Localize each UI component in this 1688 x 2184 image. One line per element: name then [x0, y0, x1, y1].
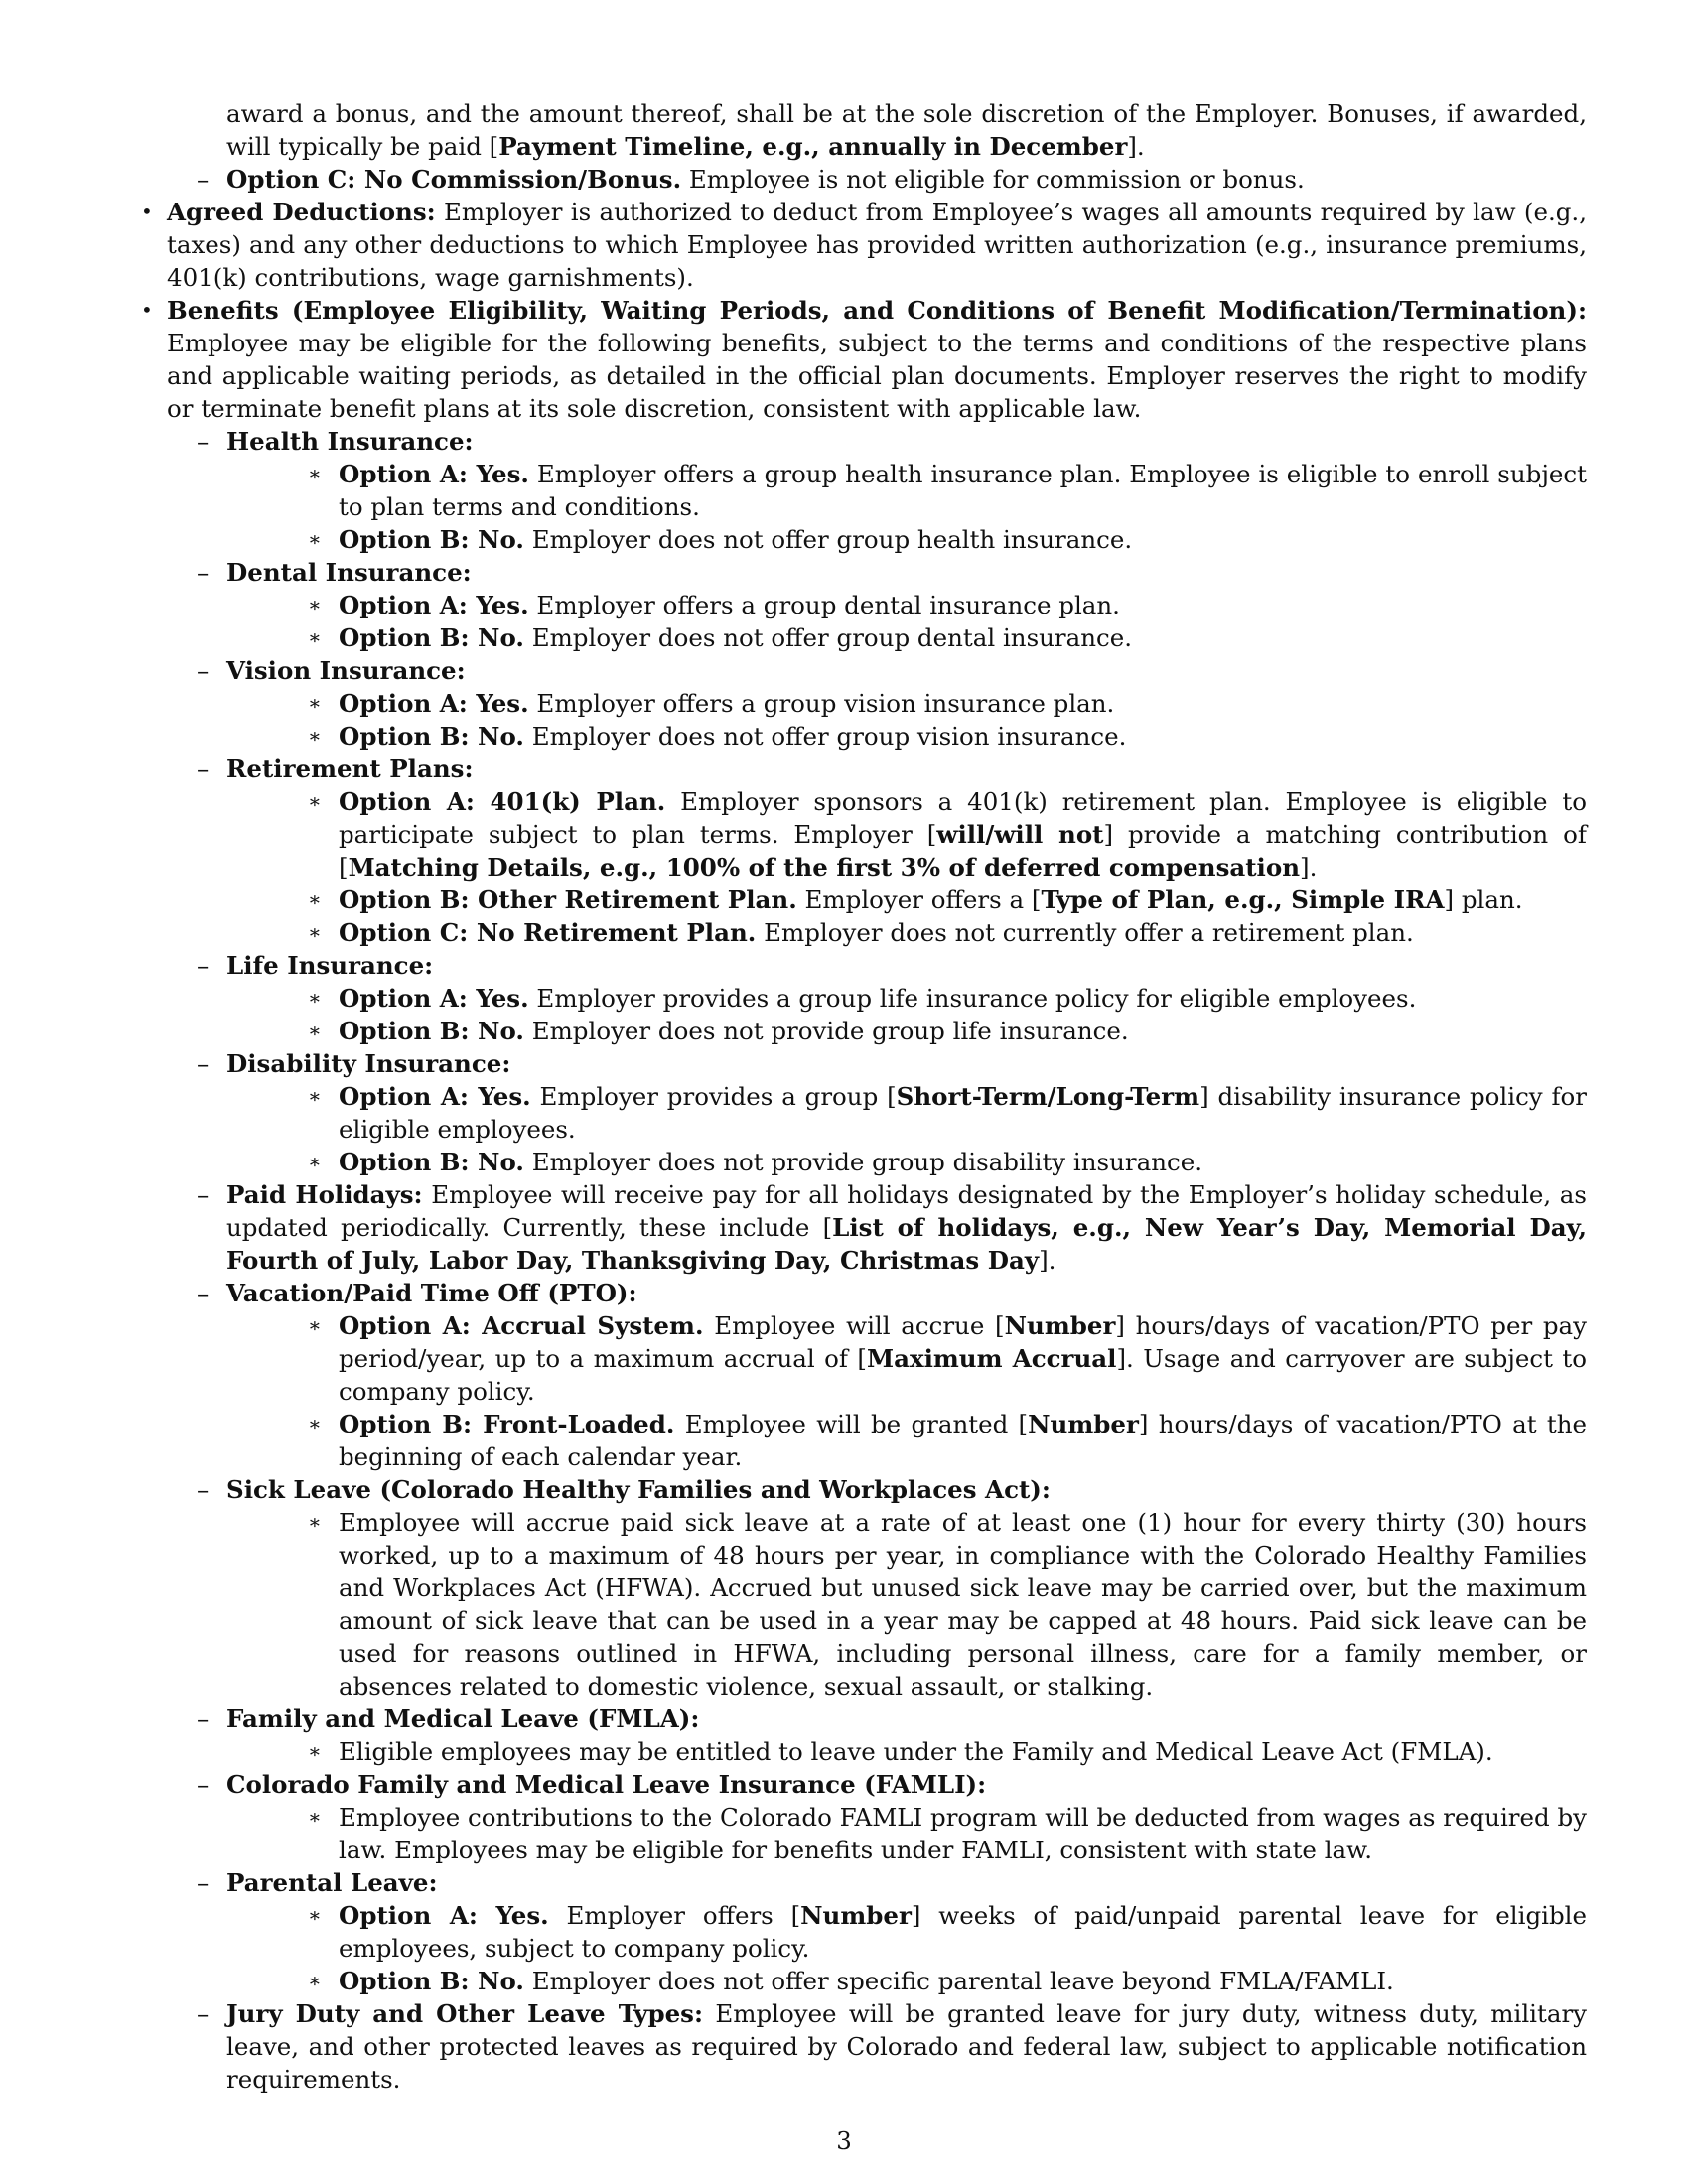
list-item: ∗ Option B: Front-Loaded. Employee will be granted [Number] hours/days of vacation/PTO at the beginning of each calendar year.	[308, 1410, 1587, 1471]
page-content	[141, 97, 1588, 2096]
list-item: ∗ Option B: No. Employer does not offer group vision insurance.	[308, 722, 1127, 751]
benefits-item: • Benefits (Employee Eligibility, Waiting Periods, and Conditions of Benefit Modification/Termination): Employee may be eligible for the following benefits, subject to the terms and conditions of the respective plans and applicable waiting periods, as detailed in the official plan documents. Employer reserves the right to modify or terminate benefit plans at its sole discretion, consistent with applicable law. – Health Insurance: ∗ Option A: Yes. Employer offers a group health insurance plan. Employee is eligible to enroll subject to plan terms and conditions. ∗ Option B: No. Employer does not offer group health insurance. – Dental Insurance: ∗ Option A: Yes. Employer offers a group dental insurance plan. ∗ Option B: No. Employer does not offer group dental insurance. – Vision Insurance: ∗ Option A: Yes. Employer offers a group vision insurance plan. ∗ Option B: No. Employer does not offer group vision insurance. – Retirement Plans: ∗ Option A: 401(k) Plan. Employer sponsors a 401(k) retirement plan. Employee is eligible to participate subject to plan terms. Employer [will/will not] provide a matching contribution of [Matching Details, e.g., 100% of the first 3% of deferred compensation]. ∗ Option B: Other Retirement Plan. Employer offers a [Type of Plan, e.g., Simple IRA] plan. ∗ Option C: No Retirement Plan. Employer does not currently offer a retirement plan. – Life Insurance: ∗ Option A: Yes. Employer provides a group life insurance policy for eligible employees. ∗ Option B: No. Employer does not provide group life insurance. – Disability Insurance: ∗ Option A: Yes. Employer provides a group [Short-Term/Long-Term] disability insurance policy for eligible employees. ∗ Option B: No. Employer does not provide group disability insurance. – Paid Holidays: Employee will receive pay for all holidays designated by the Employer’s holiday schedule, as updated periodically. Currently, these include [List of holidays, e.g., New Year’s Day, Memorial Day, Fourth of July, Labor Day, Thanksgiving Day, Christmas Day]. – Vacation/Paid Time Off (PTO): ∗ Option A: Accrual System. Employee will accrue [Number] hours/days of vacation/PTO per pay period/year, up to a maximum accrual of [Maximum Accrual]. Usage and carryover are subject to company policy. ∗ Option B: Front-Loaded. Employee will be granted [Number] hours/days of vacation/PTO at the beginning of each calendar year. – Sick Leave (Colorado Healthy Families and Workplaces Act): ∗ Employee will accrue paid sick leave at a rate of at least one (1) hour for every thirty (30) hours worked, up to a maximum of 48 hours per year, in compliance with the Colorado Healthy Families and Workplaces Act (HFWA). Accrued but unused sick leave may be carried over, but the maximum amount of sick leave that can be used in a year may be capped at 48 hours. Paid sick leave can be used for reasons outlined in HFWA, including personal illness, care for a family member, or absences related to domestic violence, sexual assault, or stalking. – Family and Medical Leave (FMLA): ∗ Eligible employees may be entitled to leave under the Family and Medical Leave Act (FMLA). – Colorado Family and Medical Leave Insurance (FAMLI): ∗ Employee contributions to the Colorado FAMLI program will be deducted from wages as required by law. Employees may be eligible for benefits under FAMLI, consistent with state law. – Parental Leave: ∗ Option A: Yes. Employer offers [Number] weeks of paid/unpaid parental leave for eligible employees, subject to company policy. ∗ Option B: No. Employer does not offer specific parental leave beyond FMLA/FAMLI. – Jury Duty and Other Leave Types: Employee will be granted leave for jury duty, witness duty, military leave, and other protected leaves as required by Colorado and federal law, subject to applicable notification requirements.	[141, 296, 1588, 2094]
list-item: ∗ Employee contributions to the Colorado FAMLI program will be deducted from wages as required by law. Employees may be eligible for benefits under FAMLI, consistent with state law.	[308, 1803, 1587, 1864]
retirement-plans-item: – Retirement Plans: ∗ Option A: 401(k) Plan. Employer sponsors a 401(k) retirement plan. Employee is eligible to participate subject to plan terms. Employer [will/will not] provide a matching contribution of [Matching Details, e.g., 100% of the first 3% of deferred compensation]. ∗ Option B: Other Retirement Plan. Employer offers a [Type of Plan, e.g., Simple IRA] plan. ∗ Option C: No Retirement Plan. Employer does not currently offer a retirement plan.	[197, 754, 1587, 947]
list-item: ∗ Option A: 401(k) Plan. Employer sponsors a 401(k) retirement plan. Employee is eligible to participate subject to plan terms. Employer [will/will not] provide a matching contribution of [Matching Details, e.g., 100% of the first 3% of deferred compensation].	[308, 787, 1587, 882]
list-item: ∗ Employee will accrue paid sick leave at a rate of at least one (1) hour for every thirty (30) hours worked, up to a maximum of 48 hours per year, in compliance with the Colorado Healthy Families and Workplaces Act (HFWA). Accrued but unused sick leave may be carried over, but the maximum amount of sick leave that can be used in a year may be capped at 48 hours. Paid sick leave can be used for reasons outlined in HFWA, including personal illness, care for a family member, or absences related to domestic violence, sexual assault, or stalking.	[308, 1508, 1587, 1701]
life-insurance-item: – Life Insurance: ∗ Option A: Yes. Employer provides a group life insurance policy for eligible employees. ∗ Option B: No. Employer does not provide group life insurance.	[167, 949, 1587, 1047]
benefits-list	[167, 425, 1587, 2096]
sick-leave-item: – Sick Leave (Colorado Healthy Families and Workplaces Act): ∗ Employee will accrue paid sick leave at a rate of at least one (1) hour for every thirty (30) hours worked, up to a maximum of 48 hours per year, in compliance with the Colorado Healthy Families and Workplaces Act (HFWA). Accrued but unused sick leave may be carried over, but the maximum amount of sick leave that can be used in a year may be capped at 48 hours. Paid sick leave can be used for reasons outlined in HFWA, including personal illness, care for a family member, or absences related to domestic violence, sexual assault, or stalking.	[197, 1475, 1587, 1701]
vision-insurance-item: – Vision Insurance: ∗ Option A: Yes. Employer offers a group vision insurance plan. ∗ Option B: No. Employer does not offer group vision insurance.	[167, 654, 1587, 752]
list-item: ∗ Option A: Accrual System. Employee will accrue [Number] hours/days of vacation/PTO per pay period/year, up to a maximum accrual of [Maximum Accrual]. Usage and carryover are subject to company policy.	[308, 1311, 1588, 1406]
list-item: ∗ Option B: No. Employer does not offer group health insurance.	[308, 525, 1133, 554]
famli-item: – Colorado Family and Medical Leave Insurance (FAMLI): ∗ Employee contributions to the Colorado FAMLI program will be deducted from wages as required by law. Employees may be eligible for benefits under FAMLI, consistent with state law.	[197, 1770, 1587, 1864]
main-bullet-list	[141, 196, 1588, 2096]
list-item: ∗ Option A: Yes. Employer offers [Number] weeks of paid/unpaid parental leave for eligible employees, subject to company policy.	[308, 1901, 1587, 1963]
agreed-deductions-item: • Agreed Deductions: Employer is authorized to deduct from Employee’s wages all amounts required by law (e.g., taxes) and any other deductions to which Employee has provided written authorization (e.g., insurance premiums, 401(k) contributions, wage garnishments).	[141, 198, 1587, 292]
list-item: ∗ Option B: Other Retirement Plan. Employer offers a [Type of Plan, e.g., Simple IRA] plan.	[308, 886, 1523, 914]
list-item: ∗ Option A: Yes. Employer offers a group dental insurance plan.	[308, 591, 1120, 619]
list-item: ∗ Option A: Yes. Employer provides a group [Short-Term/Long-Term] disability insurance policy for eligible employees.	[308, 1082, 1587, 1144]
list-item: ∗ Option B: No. Employer does not provide group life insurance.	[308, 1017, 1129, 1045]
list-item: ∗ Option A: Yes. Employer offers a group vision insurance plan.	[308, 689, 1115, 718]
dental-insurance-item: – Dental Insurance: ∗ Option A: Yes. Employer offers a group dental insurance plan. ∗ Option B: No. Employer does not offer group dental insurance.	[167, 556, 1587, 654]
list-item: ∗ Option B: No. Employer does not offer group dental insurance.	[308, 623, 1133, 652]
option-c-no-commission: – Option C: No Commission/Bonus. Employee is not eligible for commission or bonus.	[197, 165, 1305, 194]
list-item: ∗ Option B: No. Employer does not provide group disability insurance.	[308, 1148, 1202, 1176]
parental-leave-item: – Parental Leave: ∗ Option A: Yes. Employer offers [Number] weeks of paid/unpaid parental leave for eligible employees, subject to company policy. ∗ Option B: No. Employer does not offer specific parental leave beyond FMLA/FAMLI.	[197, 1868, 1587, 1995]
bonus-continuation: award a bonus, and the amount thereof, shall be at the sole discretion of the Employer. Bonuses, if awarded, will typically be paid [Payment Timeline, e.g., annually in December].	[226, 99, 1587, 161]
list-item: ∗ Option A: Yes. Employer offers a group health insurance plan. Employee is eligible to enroll subject to plan terms and conditions.	[308, 460, 1587, 521]
list-item: ∗ Eligible employees may be entitled to leave under the Family and Medical Leave Act (FMLA).	[308, 1737, 1493, 1766]
paid-holidays-item: – Paid Holidays: Employee will receive pay for all holidays designated by the Employer’s holiday schedule, as updated periodically. Currently, these include [List of holidays, e.g., New Year’s Day, Memorial Day, Fourth of July, Labor Day, Thanksgiving Day, Christmas Day].	[197, 1180, 1587, 1275]
list-item: ∗ Option A: Yes. Employer provides a group life insurance policy for eligible employees.	[308, 984, 1417, 1013]
bonus-options-list	[167, 163, 1587, 196]
vacation-pto-item: – Vacation/Paid Time Off (PTO): ∗ Option A: Accrual System. Employee will accrue [Number] hours/days of vacation/PTO per pay period/year, up to a maximum accrual of [Maximum Accrual]. Usage and carryover are subject to company policy. ∗ Option B: Front-Loaded. Employee will be granted [Number] hours/days of vacation/PTO at the beginning of each calendar year.	[197, 1279, 1588, 1471]
health-insurance-item: – Health Insurance: ∗ Option A: Yes. Employer offers a group health insurance plan. Employee is eligible to enroll subject to plan terms and conditions. ∗ Option B: No. Employer does not offer group health insurance.	[197, 427, 1587, 554]
page-number: 3	[836, 2126, 852, 2155]
list-item: ∗ Option B: No. Employer does not offer specific parental leave beyond FMLA/FAMLI.	[308, 1967, 1394, 1995]
jury-duty-item: – Jury Duty and Other Leave Types: Employee will be granted leave for jury duty, witness duty, military leave, and other protected leaves as required by Colorado and federal law, subject to applicable notification requirements.	[197, 1999, 1587, 2094]
list-item: ∗ Option C: No Retirement Plan. Employer does not currently offer a retirement plan.	[308, 918, 1414, 947]
fmla-item: – Family and Medical Leave (FMLA): ∗ Eligible employees may be entitled to leave under the Family and Medical Leave Act (FMLA).	[167, 1703, 1587, 1768]
disability-insurance-item: – Disability Insurance: ∗ Option A: Yes. Employer provides a group [Short-Term/Long-Term] disability insurance policy for eligible employees. ∗ Option B: No. Employer does not provide group disability insurance.	[197, 1049, 1587, 1176]
